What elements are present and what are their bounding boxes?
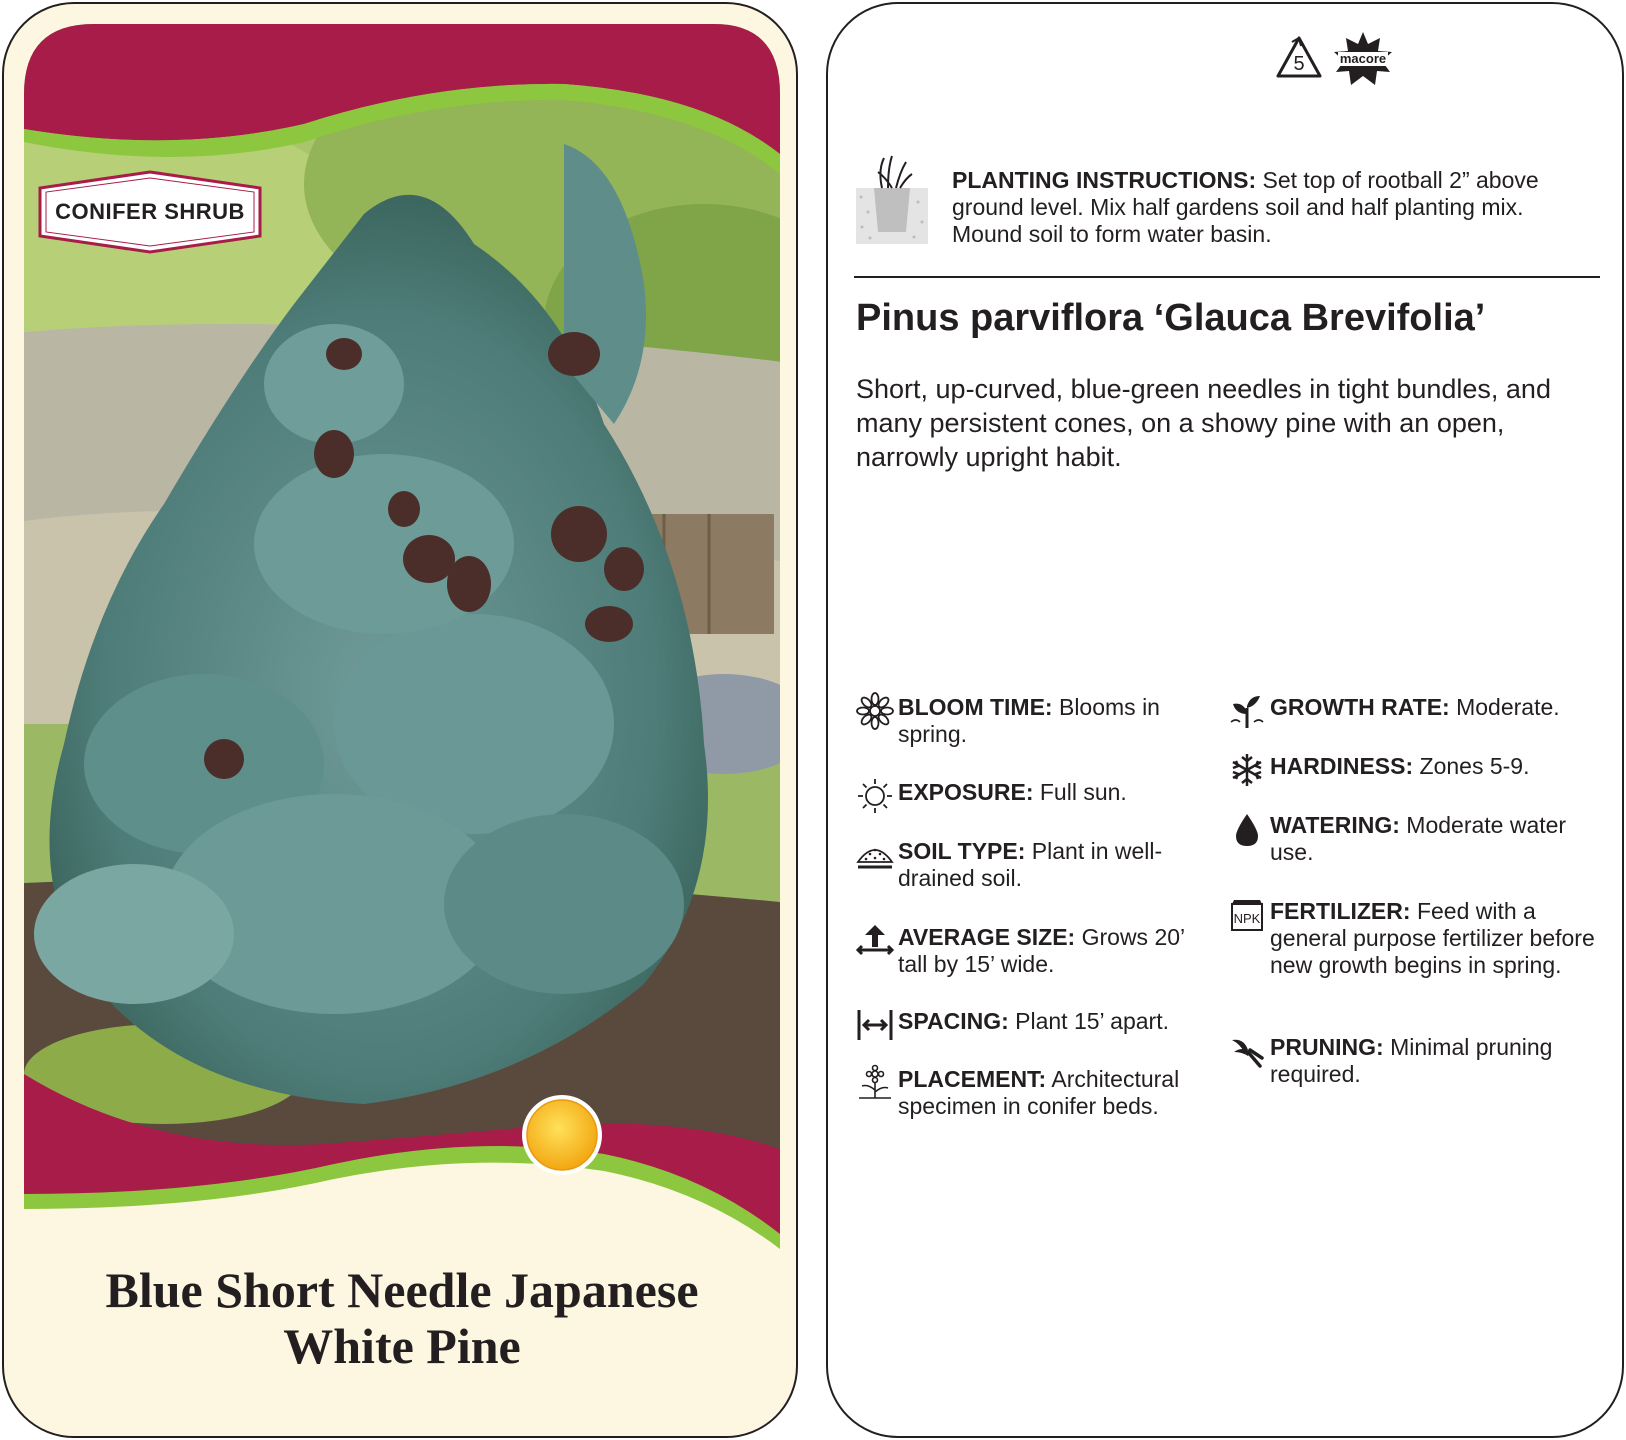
attr-soil-type (898, 838, 1218, 892)
attr-average-size (898, 924, 1218, 978)
svg-text:NPK: NPK (1233, 911, 1261, 926)
flower-icon (856, 692, 894, 730)
attr-text: Zones 5-9. (1419, 753, 1530, 779)
snowflake-icon (1228, 751, 1266, 789)
soil-icon (856, 836, 894, 874)
attr-fertilizer (1233, 898, 1600, 979)
attr-text: Blooms in spring. (898, 694, 1160, 747)
planting-text: Set top of rootball 2” above ground level. Mix half gardens soil and half planting mix. Mound soil to form water basin. (952, 167, 1539, 247)
common-name-line1: Blue Short Needle Japanese (105, 1262, 699, 1318)
attr-bloom-time (898, 694, 1218, 748)
front-card (2, 2, 798, 1438)
attr-label: HARDINESS: (1270, 753, 1414, 779)
flower-bed-icon (856, 1064, 894, 1102)
recycle-icon (1274, 34, 1324, 82)
attr-text: Plant 15’ apart. (1015, 1008, 1169, 1034)
divider (854, 276, 1600, 278)
attr-text: Architectural specimen in conifer beds. (898, 1066, 1180, 1119)
common-name (24, 1262, 780, 1374)
attr-text: Full sun. (1039, 779, 1127, 805)
attr-label: GROWTH RATE: (1270, 694, 1450, 720)
attr-text: Plant in well-drained soil. (898, 838, 1163, 891)
planting-instructions (952, 167, 1592, 248)
macore-logo (1330, 30, 1396, 88)
planting-pot-icon (856, 152, 928, 248)
attr-label: EXPOSURE: (898, 779, 1034, 805)
height-arrow-icon (856, 922, 894, 960)
attr-label: PRUNING: (1270, 1034, 1384, 1060)
attr-text: Minimal pruning required. (1270, 1034, 1553, 1087)
npk-icon (1228, 896, 1266, 934)
attr-label: AVERAGE SIZE: (898, 924, 1076, 950)
attr-pruning (1270, 1034, 1600, 1088)
attr-text: Grows 20’ tall by 15’ wide. (898, 924, 1185, 977)
sun-outline-icon (856, 777, 894, 815)
sprout-icon (1228, 692, 1266, 730)
water-drop-icon (1228, 810, 1266, 848)
pruning-shears-icon (1228, 1032, 1266, 1070)
category-label: CONIFER SHRUB (55, 199, 245, 224)
attr-text: Moderate water use. (1270, 812, 1567, 865)
spacing-arrow-icon (856, 1006, 894, 1044)
attr-hardiness (1270, 753, 1600, 780)
attr-placement (898, 1066, 1218, 1120)
full-sun-icon (519, 1092, 605, 1178)
attr-label: SPACING: (898, 1008, 1009, 1034)
attr-label: BLOOM TIME: (898, 694, 1053, 720)
common-name-line2: White Pine (283, 1318, 521, 1374)
botanical-name: Pinus parviflora ‘Glauca Brevifolia’ (856, 297, 1486, 339)
recycle-number: 5 (1293, 53, 1305, 75)
attr-watering (1270, 812, 1600, 866)
attr-growth-rate (1270, 694, 1600, 721)
attr-exposure (898, 779, 1218, 806)
macore-text: macore (1339, 51, 1387, 66)
attr-label: PLACEMENT: (898, 1066, 1047, 1092)
planting-label: PLANTING INSTRUCTIONS: (952, 167, 1257, 193)
attr-label: FERTILIZER: (1270, 898, 1411, 924)
back-card (826, 2, 1624, 1438)
attr-text: Moderate. (1456, 694, 1560, 720)
plant-description: Short, up-curved, blue-green needles in tight bundles, and many persistent cones, on a showy pine with an open, narrowly upright habit. (856, 374, 1551, 472)
category-tag (38, 170, 262, 254)
attr-spacing (898, 1008, 1218, 1035)
attr-text: Feed with a general purpose fertilizer before new growth begins in spring. (1270, 898, 1595, 978)
attr-label: WATERING: (1270, 812, 1400, 838)
attr-label: SOIL TYPE: (898, 838, 1026, 864)
